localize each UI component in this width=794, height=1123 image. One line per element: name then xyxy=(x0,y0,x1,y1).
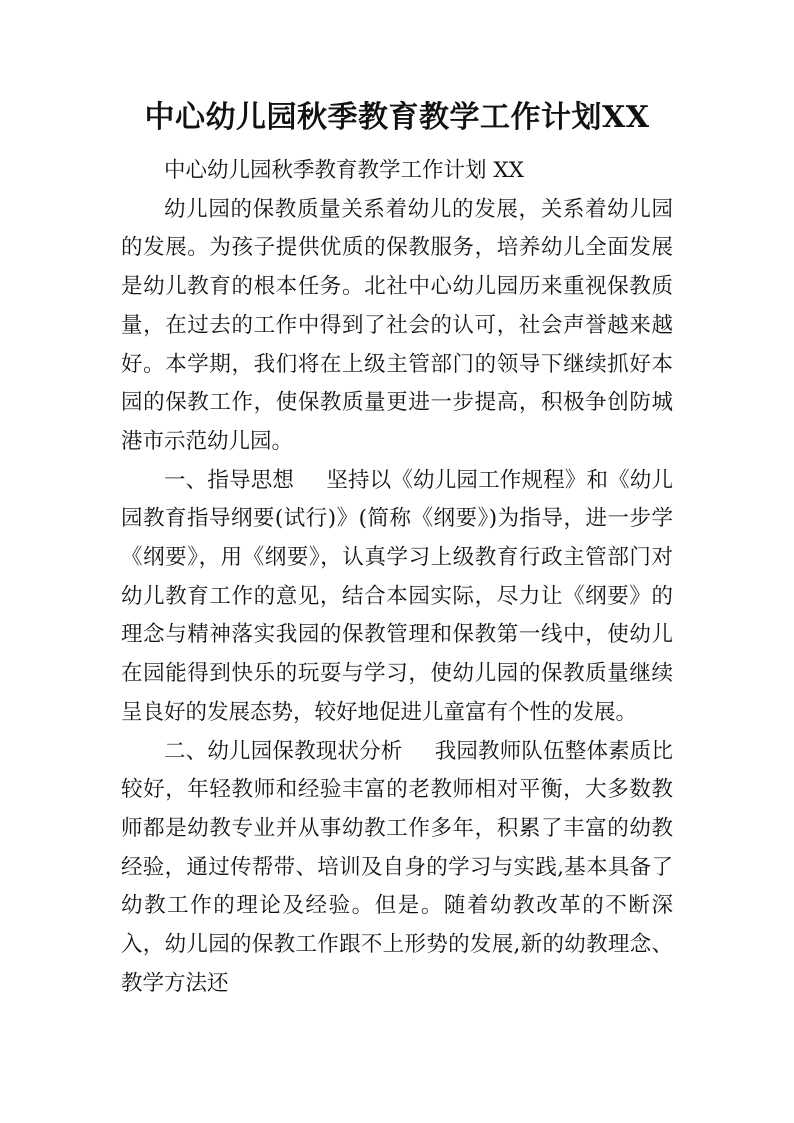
document-body xyxy=(121,152,673,1003)
section-status-analysis xyxy=(121,733,673,1004)
section-guiding-ideology xyxy=(121,462,673,733)
section-text: 坚持以《幼儿园工作规程》和《幼儿园教育指导纲要(试行)》(简称《纲要》)为指导，进一步学《纲要》，用《纲要》，认真学习上级教育行政主管部门对幼儿教育工作的意见，结合本园实际，尽力让《纲要》的理念与精神落实我园的保教管理和保教第一线中，使幼儿在园能得到快乐的玩耍与学习，使幼儿园的保教质量继续呈良好的发展态势，较好地促进儿童富有个性的发展。 xyxy=(121,467,673,725)
document-subtitle: 中心幼儿园秋季教育教学工作计划 XX xyxy=(164,158,524,183)
section-heading: 二、幼儿园保教现状分析 xyxy=(164,738,403,764)
section-text: 我园教师队伍整体素质比较好，年轻教师和经验丰富的老教师相对平衡，大多数教师都是幼教专业并从事幼教工作多年，积累了丰富的幼教经验，通过传帮带、培训及自身的学习与实践,基本具备了幼教工作的理论及经验。但是。随着幼教改革的不断深入，幼儿园的保教工作跟不上形势的发展,新的幼教理念、教学方法还 xyxy=(121,738,673,996)
section-heading: 一、指导思想 xyxy=(164,467,295,493)
document-title: 中心幼儿园秋季教育教学工作计划XX xyxy=(144,100,650,135)
intro-paragraph: 幼儿园的保教质量关系着幼儿的发展，关系着幼儿园的发展。为孩子提供优质的保教服务，培养幼儿全面发展是幼儿教育的根本任务。北社中心幼儿园历来重视保教质量，在过去的工作中得到了社会的认可，社会声誉越来越好。本学期，我们将在上级主管部门的领导下继续抓好本园的保教工作，使保教质量更进一步提高，积极争创防城港市示范幼儿园。 xyxy=(121,196,673,454)
